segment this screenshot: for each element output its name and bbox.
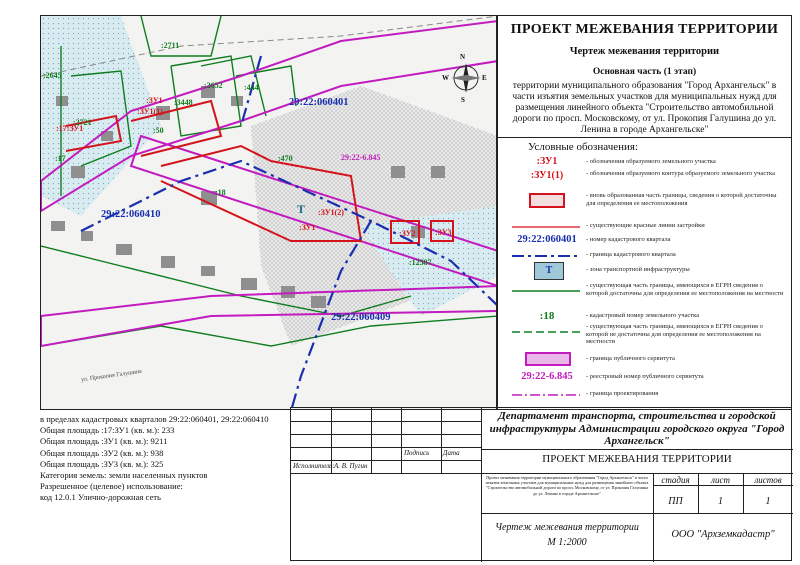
- parcel-label: :17: [55, 154, 66, 163]
- drawing-scale: М 1:2000: [547, 537, 587, 548]
- legend-symbol: 29:22-6.845: [521, 371, 573, 382]
- sheets-label: листов: [754, 475, 782, 485]
- parcel-label: :2711: [161, 41, 180, 50]
- area-stats: [40, 414, 290, 504]
- quarter-label: 29:22:060410: [101, 209, 161, 220]
- department-name: Департамент транспорта, строительства и городской инфраструктуры Администрации городского округа "Город Архангельск": [489, 410, 785, 447]
- stats-line: Категория земель: земли населенных пунктов: [40, 470, 208, 481]
- drawing-title: Чертеж межевания территории: [495, 522, 639, 533]
- legend: [497, 138, 792, 410]
- legend-text: - зона транспортной инфраструктуры: [586, 266, 690, 273]
- title-block: [497, 15, 792, 138]
- zone-label: Т: [297, 202, 306, 216]
- legend-symbol: 29:22:060401: [517, 234, 577, 245]
- stats-line: Разрешенное (целевое) использование:: [40, 481, 183, 492]
- parcel-label: :470: [278, 154, 293, 163]
- col-signature: Подпись: [404, 449, 430, 457]
- stage-value: ПП: [668, 496, 683, 507]
- legend-text: - граница публичного сервитута: [586, 355, 675, 362]
- legend-symbol: Т: [534, 262, 564, 280]
- sheet-value: 1: [718, 496, 723, 507]
- stats-line: Общая площадь :17:ЗУ1 (кв. м.): 233: [40, 425, 175, 436]
- legend-egrn-line-swatch: [512, 288, 582, 294]
- parcel-label: :2652: [204, 81, 223, 90]
- parcel-label: :3448: [174, 98, 193, 107]
- legend-red-line-swatch: [512, 224, 582, 230]
- legend-text: - существующая часть границы, имеющихся в ЕГРН сведения о которой достаточны для определения ее местоположения на местности: [586, 282, 784, 297]
- legend-servitude-swatch: [524, 351, 574, 367]
- company-name: ООО "Архземкадастр": [671, 529, 775, 540]
- legend-text: - граница проектирования: [586, 390, 659, 397]
- zu-label: :17:ЗУ1: [56, 124, 84, 133]
- servitude-label: 29:22-6.845: [341, 153, 381, 162]
- compass-s: S: [461, 96, 465, 104]
- stats-line: в пределах кадастровых кварталов 29:22:060401, 29:22:060410: [40, 414, 269, 424]
- legend-heading: Условные обозначения:: [528, 141, 639, 153]
- parcel-label: :2645: [43, 71, 62, 80]
- legend-text: - граница кадастрового квартала: [586, 251, 676, 258]
- parcel-label: :12587: [409, 258, 432, 267]
- legend-symbol: :ЗУ1(1): [530, 170, 564, 181]
- map-panel[interactable]: [40, 15, 497, 410]
- subtitle: Чертеж межевания территории: [569, 46, 720, 57]
- legend-symbol: :18: [539, 310, 555, 322]
- executor-name: А. В. Пугин: [334, 462, 368, 470]
- title-stamp: [290, 407, 792, 561]
- parcel-label: :444: [244, 83, 259, 92]
- legend-text: - вновь образованная часть границы, сведения о которой достаточны для определения ее местоположения: [586, 192, 777, 207]
- part-label: Основная часть (1 этап): [592, 67, 697, 77]
- zu-label: :ЗУ1: [146, 96, 163, 105]
- legend-text: - существующие красные линии застройки: [586, 222, 705, 229]
- zu-label: :ЗУ1: [299, 223, 316, 232]
- stamp-small-description: Проект межевания территории муниципального образования "Город Архангельск" в части изъятия земельных участков для муниципальных нужд для размещения линейного объекта "Строительство автомобильной дороги по просп. Московскому, от ул. Прокопия Галушина до ул. Ленина в городе Архангельске": [485, 475, 649, 496]
- compass-w: W: [442, 74, 449, 82]
- legend-text: - существующая часть границы, имеющихся в ЕГРН сведения о которой не достаточны для определения ее местоположения на местности: [586, 323, 763, 345]
- legend-design-line-swatch: [512, 392, 582, 398]
- stats-line: Общая площадь :ЗУ2 (кв. м.): 938: [40, 447, 164, 458]
- compass-e: E: [482, 74, 487, 82]
- project-description: территории муниципального образования "Город Архангельск" в части изъятия земельных участков для муниципальных нужд для размещения линейного объекта "Строительство автомобильной дороги по просп. Московскому, от ул. Прокопия Галушина до ул. Ленина в городе Архангельске": [512, 81, 777, 135]
- main-title: ПРОЕКТ МЕЖЕВАНИЯ ТЕРРИТОРИИ: [510, 22, 779, 37]
- legend-text: - реестровый номер публичного сервитута: [586, 373, 704, 380]
- legend-text: - обозначения образуемого земельного участка: [586, 158, 716, 165]
- parcel-label: :2721: [73, 118, 92, 127]
- col-date: Дата: [443, 449, 460, 457]
- zu-label: :ЗУ1(2): [318, 208, 344, 217]
- legend-quarter-line-swatch: [512, 253, 582, 259]
- stamp-project-title: ПРОЕКТ МЕЖЕВАНИЯ ТЕРРИТОРИИ: [542, 453, 732, 465]
- executor-label: Исполнитель:: [293, 462, 335, 470]
- sheets-value: 1: [765, 496, 771, 507]
- street-label: ул. Прокопия Галушина: [80, 368, 143, 384]
- stats-line: Общая площадь :ЗУ3 (кв. м.): 325: [40, 458, 164, 469]
- zu-label: :ЗУ1(1): [137, 107, 163, 116]
- stats-line: код 12.0.1 Улично-дорожная сеть: [40, 492, 161, 503]
- parcel-label: :50: [153, 126, 164, 135]
- legend-text: - обозначения образуемого контура образуемого земельного участка: [586, 170, 775, 177]
- zu-label: :ЗУ3: [435, 228, 452, 237]
- legend-egrn-dashed-swatch: [512, 329, 582, 335]
- quarter-label: 29:22:060409: [331, 312, 391, 323]
- stage-label: стадия: [661, 475, 690, 485]
- legend-text: - номер кадастрового квартала: [586, 236, 671, 243]
- quarter-label: 29:22:060401: [289, 97, 349, 108]
- stats-line: Общая площадь :ЗУ1 (кв. м.): 9211: [40, 436, 168, 447]
- parcel-label: :18: [215, 188, 226, 197]
- legend-new-boundary-swatch: [528, 192, 568, 210]
- legend-symbol: :ЗУ1: [536, 156, 558, 167]
- zu-label: :ЗУ2: [399, 229, 416, 238]
- compass-n: N: [460, 53, 466, 61]
- legend-text: - кадастровый номер земельного участка: [586, 312, 700, 319]
- sheet-label: лист: [711, 475, 730, 485]
